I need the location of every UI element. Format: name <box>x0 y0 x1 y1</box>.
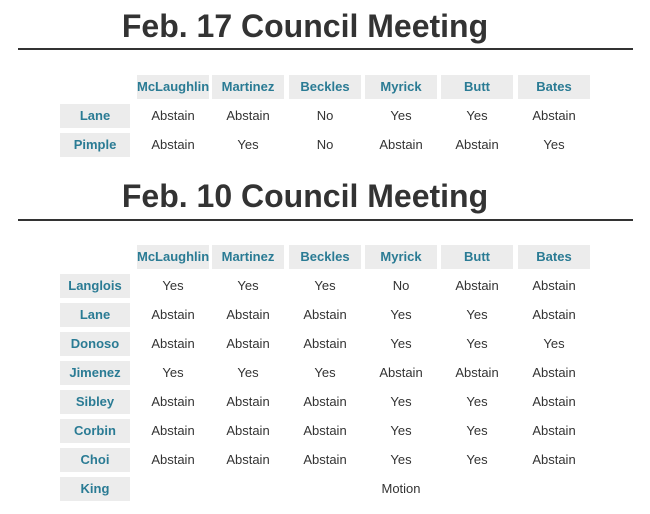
vote-cell: Abstain <box>455 365 499 380</box>
vote-cell: Abstain <box>151 137 195 152</box>
row-header: Choi <box>60 448 130 472</box>
vote-cell: Abstain <box>455 278 499 293</box>
vote-cell: Yes <box>466 307 488 322</box>
column-header: Beckles <box>289 75 361 99</box>
vote-cell: Yes <box>543 137 565 152</box>
row-header: Donoso <box>60 332 130 356</box>
row-header: Jimenez <box>60 361 130 385</box>
vote-cell: Abstain <box>455 137 499 152</box>
vote-cell: Yes <box>466 108 488 123</box>
vote-cell: Yes <box>390 336 412 351</box>
vote-cell: Abstain <box>151 108 195 123</box>
column-header: Myrick <box>365 75 437 99</box>
row-header: King <box>60 477 130 501</box>
column-header: Butt <box>441 75 513 99</box>
vote-cell: Abstain <box>151 307 195 322</box>
column-header: Myrick <box>365 245 437 269</box>
vote-cell: Yes <box>466 423 488 438</box>
row-header: Sibley <box>60 390 130 414</box>
title-divider <box>18 48 633 50</box>
vote-cell: Abstain <box>532 365 576 380</box>
vote-cell: Yes <box>390 108 412 123</box>
vote-cell: Motion <box>381 481 421 496</box>
vote-cell: Abstain <box>303 394 347 409</box>
vote-cell: Abstain <box>226 423 270 438</box>
vote-cell: Yes <box>466 452 488 467</box>
vote-cell: Yes <box>162 278 184 293</box>
vote-cell: Yes <box>314 365 336 380</box>
row-header: Pimple <box>60 133 130 157</box>
row-header: Lane <box>60 104 130 128</box>
vote-cell: Abstain <box>303 336 347 351</box>
vote-cell: No <box>392 278 410 293</box>
column-header: Bates <box>518 75 590 99</box>
vote-cell: Yes <box>390 423 412 438</box>
vote-cell: Abstain <box>532 307 576 322</box>
vote-cell: Yes <box>390 452 412 467</box>
vote-cell: No <box>316 108 334 123</box>
vote-cell: Abstain <box>151 423 195 438</box>
vote-cell: Abstain <box>532 452 576 467</box>
meeting-title: Feb. 17 Council Meeting <box>121 8 489 44</box>
vote-cell: Abstain <box>226 307 270 322</box>
vote-cell: Abstain <box>379 137 423 152</box>
column-header: Bates <box>518 245 590 269</box>
vote-cell: Abstain <box>226 336 270 351</box>
vote-cell: Abstain <box>226 108 270 123</box>
vote-cell: Abstain <box>532 423 576 438</box>
vote-cell: Yes <box>162 365 184 380</box>
vote-cell: Abstain <box>303 423 347 438</box>
vote-cell: Abstain <box>303 307 347 322</box>
vote-cell: Yes <box>237 365 259 380</box>
column-header: McLaughlin <box>137 245 209 269</box>
vote-cell: Abstain <box>151 394 195 409</box>
vote-cell: No <box>316 137 334 152</box>
vote-cell: Yes <box>237 278 259 293</box>
vote-cell: Abstain <box>151 452 195 467</box>
row-header: Corbin <box>60 419 130 443</box>
vote-cell: Yes <box>237 137 259 152</box>
meeting-title: Feb. 10 Council Meeting <box>121 178 489 214</box>
vote-cell: Yes <box>543 336 565 351</box>
vote-cell: Abstain <box>379 365 423 380</box>
vote-cell: Abstain <box>226 394 270 409</box>
vote-cell: Abstain <box>303 452 347 467</box>
vote-cell: Yes <box>314 278 336 293</box>
column-header: Butt <box>441 245 513 269</box>
row-header: Lane <box>60 303 130 327</box>
vote-cell: Abstain <box>151 336 195 351</box>
title-divider <box>18 219 633 221</box>
vote-cell: Abstain <box>532 278 576 293</box>
vote-cell: Yes <box>466 336 488 351</box>
column-header: Martinez <box>212 245 284 269</box>
vote-cell: Abstain <box>532 108 576 123</box>
vote-cell: Yes <box>466 394 488 409</box>
column-header: McLaughlin <box>137 75 209 99</box>
column-header: Beckles <box>289 245 361 269</box>
vote-cell: Abstain <box>226 452 270 467</box>
row-header: Langlois <box>60 274 130 298</box>
column-header: Martinez <box>212 75 284 99</box>
vote-cell: Yes <box>390 394 412 409</box>
vote-cell: Yes <box>390 307 412 322</box>
vote-cell: Abstain <box>532 394 576 409</box>
